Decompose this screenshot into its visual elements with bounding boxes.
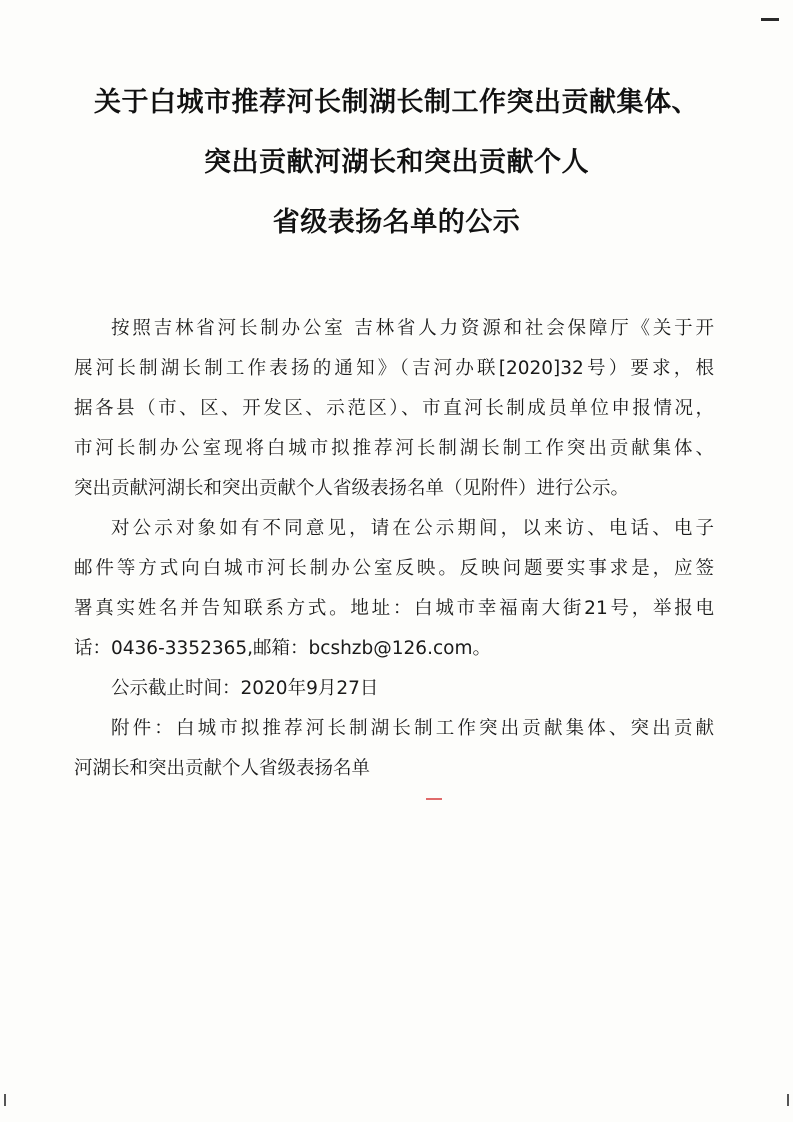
paragraph-1-line-4: 市河长制办公室现将白城市拟推荐河长制湖长制工作突出贡献集体、 [74, 438, 714, 459]
title-line-2: 突出贡献河湖长和突出贡献个人 [204, 147, 589, 178]
paragraph-1-line-1: 按照吉林省河长制办公室 吉林省人力资源和社会保障厅《关于开 [111, 318, 714, 339]
attachment-line-1: 附件：白城市拟推荐河长制湖长制工作突出贡献集体、突出贡献 [111, 718, 714, 739]
paragraph-2-line-2: 邮件等方式向白城市河长制办公室反映。反映问题要实事求是，应签 [74, 558, 714, 579]
deadline-line: 公示截止时间：2020年9月27日 [111, 678, 379, 699]
paragraph-1-line-3: 据各县（市、区、开发区、示范区）、市直河长制成员单位申报情况， [74, 398, 714, 419]
scan-edge-mark-right [787, 1094, 789, 1106]
scan-edge-mark-left [4, 1094, 6, 1106]
title-line-1: 关于白城市推荐河长制湖长制工作突出贡献集体、 [94, 87, 699, 118]
paragraph-1-line-5: 突出贡献河湖长和突出贡献个人省级表扬名单（见附件）进行公示。 [74, 478, 630, 499]
title-line-3: 省级表扬名单的公示 [272, 207, 521, 238]
paragraph-1-line-2: 展河长制湖长制工作表扬的通知》（吉河办联[2020]32号）要求，根 [74, 358, 714, 379]
attachment-line-2: 河湖长和突出贡献个人省级表扬名单 [74, 758, 371, 779]
paragraph-2-line-4: 话：0436-3352365,邮箱：bcshzb@126.com。 [74, 638, 491, 659]
paragraph-2-line-3: 署真实姓名并告知联系方式。地址：白城市幸福南大街21号，举报电 [74, 598, 714, 619]
paragraph-2-line-1: 对公示对象如有不同意见，请在公示期间，以来访、电话、电子 [111, 518, 714, 539]
red-ink-mark [426, 798, 442, 800]
scan-edge-mark [761, 18, 779, 21]
